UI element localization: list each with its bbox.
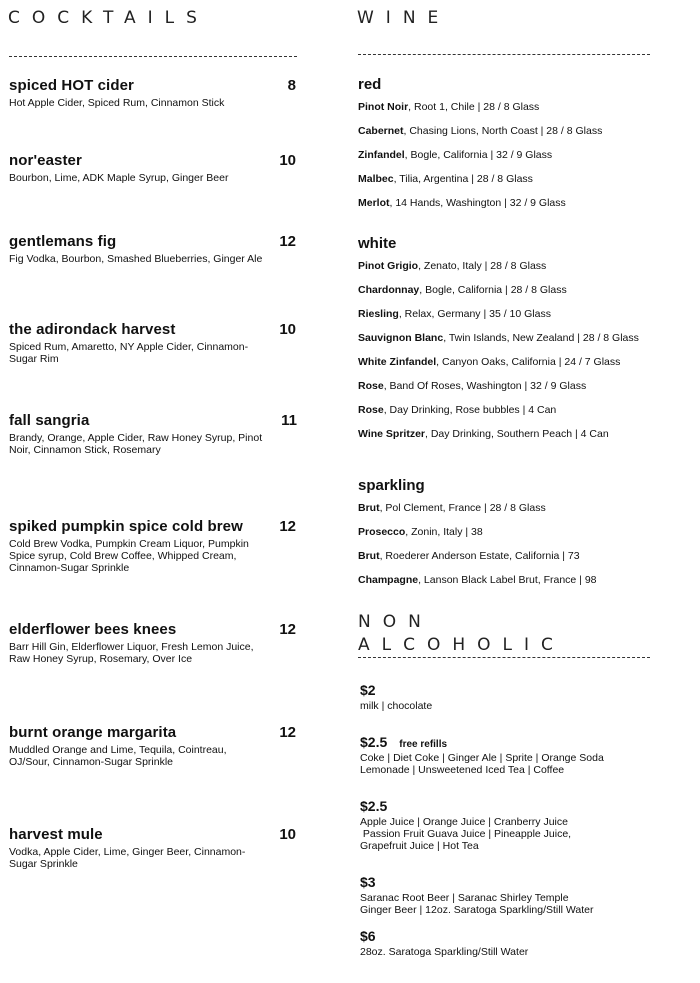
wine-name: Brut xyxy=(358,550,380,562)
cocktail-description: Muddled Orange and Lime, Tequila, Cointreau, OJ/Sour, Cinnamon-Sugar Sprinkle xyxy=(9,744,227,768)
wine-item xyxy=(358,380,586,392)
cocktail-name: spiced HOT cider xyxy=(9,77,134,94)
wine-detail: , Day Drinking, Southern Peach | 4 Can xyxy=(425,428,609,440)
cocktail-item xyxy=(9,233,299,265)
wine-detail: , Tilia, Argentina | 28 / 8 Glass xyxy=(393,173,533,185)
wine-item xyxy=(358,173,533,185)
cocktail-price: 10 xyxy=(279,321,296,338)
wine-detail: , Twin Islands, New Zealand | 28 / 8 Glass xyxy=(443,332,639,344)
na-price: $2 xyxy=(360,682,376,698)
cocktail-item xyxy=(9,518,299,574)
na-line: 28oz. Saratoga Sparkling/Still Water xyxy=(360,946,529,958)
wine-name: Merlot xyxy=(358,197,390,209)
wine-name: Malbec xyxy=(358,173,394,185)
wine-detail: , Pol Clement, France | 28 / 8 Glass xyxy=(379,502,546,514)
na-line: Apple Juice | Orange Juice | Cranberry Juice xyxy=(360,816,568,828)
wine-detail: , Band Of Roses, Washington | 32 / 9 Glass xyxy=(383,380,587,392)
wine-name: Cabernet xyxy=(358,125,404,137)
wine-item xyxy=(358,284,567,296)
wine-name: Sauvignon Blanc xyxy=(358,332,444,344)
cocktail-description: Fig Vodka, Bourbon, Smashed Blueberries, Ginger Ale xyxy=(9,253,263,265)
wine-name: Rose xyxy=(358,404,384,416)
wine-detail: , Day Drinking, Rose bubbles | 4 Can xyxy=(383,404,557,416)
wine-detail: , Lanson Black Label Brut, France | 98 xyxy=(418,574,597,586)
wine-name: Brut xyxy=(358,502,380,514)
cocktail-price: 10 xyxy=(279,152,296,169)
wine-name: Prosecco xyxy=(358,526,406,538)
wine-item xyxy=(358,197,566,209)
wine-item xyxy=(358,260,546,272)
wine-category-sparkling: sparkling xyxy=(358,477,425,494)
wine-name: Riesling xyxy=(358,308,399,320)
na-price: $3 xyxy=(360,874,376,890)
na-group xyxy=(360,734,695,776)
cocktail-item xyxy=(9,77,299,109)
wine-detail: , Relax, Germany | 35 / 10 Glass xyxy=(398,308,551,320)
cocktail-item xyxy=(9,826,299,870)
wine-detail: , 14 Hands, Washington | 32 / 9 Glass xyxy=(389,197,566,209)
wine-detail: , Bogle, California | 28 / 8 Glass xyxy=(419,284,567,296)
wine-detail: , Canyon Oaks, California | 24 / 7 Glass xyxy=(436,356,621,368)
free-refills-note: free refills xyxy=(399,739,448,750)
wine-name: White Zinfandel xyxy=(358,356,437,368)
na-price: $2.5 xyxy=(360,734,388,750)
na-group xyxy=(360,682,695,712)
non-alcoholic-title-line2: ALCOHOLIC xyxy=(358,635,565,655)
wine-detail: , Zenato, Italy | 28 / 8 Glass xyxy=(418,260,547,272)
wine-detail: , Chasing Lions, North Coast | 28 / 8 Glass xyxy=(403,125,603,137)
non-alcoholic-divider xyxy=(358,657,650,658)
wine-name: Chardonnay xyxy=(358,284,420,296)
na-line: Saranac Root Beer | Saranac Shirley Temple xyxy=(360,892,569,904)
wine-item xyxy=(358,125,602,137)
na-price: $2.5 xyxy=(360,798,388,814)
cocktail-description: Bourbon, Lime, ADK Maple Syrup, Ginger Beer xyxy=(9,172,229,184)
wine-item xyxy=(358,550,580,562)
na-line: milk | chocolate xyxy=(360,700,433,712)
na-line: Ginger Beer | 12oz. Saratoga Sparkling/Still Water xyxy=(360,904,594,916)
wine-detail: , Bogle, California | 32 / 9 Glass xyxy=(404,149,553,161)
cocktail-description: Barr Hill Gin, Elderflower Liquor, Fresh Lemon Juice, Raw Honey Syrup, Rosemary, Over Ice xyxy=(9,641,254,665)
cocktail-name: fall sangria xyxy=(9,412,90,429)
cocktail-description: Cold Brew Vodka, Pumpkin Cream Liquor, Pumpkin Spice syrup, Cold Brew Coffee, Whipped Cream, Cinnamon-Sugar Sprinkle xyxy=(9,538,249,574)
cocktail-description: Brandy, Orange, Apple Cider, Raw Honey Syrup, Pinot Noir, Cinnamon Stick, Rosemary xyxy=(9,432,263,456)
wine-name: Champagne xyxy=(358,574,419,586)
wine-name: Zinfandel xyxy=(358,149,405,161)
wine-item xyxy=(358,526,483,538)
cocktail-item xyxy=(9,412,299,456)
cocktail-name: burnt orange margarita xyxy=(9,724,177,741)
na-group xyxy=(360,798,695,852)
wine-name: Pinot Grigio xyxy=(358,260,419,272)
wine-item xyxy=(358,149,552,161)
cocktail-description: Vodka, Apple Cider, Lime, Ginger Beer, Cinnamon-Sugar Sprinkle xyxy=(9,846,246,870)
na-group xyxy=(360,874,695,916)
na-line: Grapefruit Juice | Hot Tea xyxy=(360,840,479,852)
wine-name: Wine Spritzer xyxy=(358,428,425,440)
wine-category-red: red xyxy=(358,76,382,93)
cocktail-description: Hot Apple Cider, Spiced Rum, Cinnamon Stick xyxy=(9,97,225,109)
cocktail-price: 12 xyxy=(279,621,296,638)
wine-item xyxy=(358,574,597,586)
wine-item xyxy=(358,404,556,416)
cocktails-title: COCKTAILS xyxy=(8,8,209,28)
cocktail-price: 10 xyxy=(279,826,296,843)
cocktails-divider xyxy=(9,56,297,57)
cocktail-price: 8 xyxy=(287,77,296,94)
na-price: $6 xyxy=(360,928,376,944)
wine-detail: , Root 1, Chile | 28 / 8 Glass xyxy=(408,101,540,113)
cocktail-description: Spiced Rum, Amaretto, NY Apple Cider, Cinnamon-Sugar Rim xyxy=(9,341,249,365)
wine-divider xyxy=(358,54,650,55)
cocktail-item xyxy=(9,152,299,184)
cocktail-name: gentlemans fig xyxy=(9,233,117,250)
cocktail-price: 12 xyxy=(279,724,296,741)
wine-title: WINE xyxy=(357,8,451,28)
cocktail-item xyxy=(9,321,299,365)
cocktail-price: 11 xyxy=(281,412,297,429)
cocktail-name: harvest mule xyxy=(9,826,103,843)
cocktail-item xyxy=(9,621,299,665)
cocktail-name: the adirondack harvest xyxy=(9,321,176,338)
cocktail-price: 12 xyxy=(279,518,296,535)
wine-item xyxy=(358,332,639,344)
na-line: Coke | Diet Coke | Ginger Ale | Sprite | Orange Soda xyxy=(360,752,604,764)
cocktail-item xyxy=(9,724,299,768)
na-line: Lemonade | Unsweetened Iced Tea | Coffee xyxy=(360,764,565,776)
wine-detail: , Roederer Anderson Estate, California | 73 xyxy=(379,550,580,562)
na-group xyxy=(360,928,695,958)
wine-detail: , Zonin, Italy | 38 xyxy=(405,526,483,538)
wine-name: Rose xyxy=(358,380,384,392)
non-alcoholic-title-line1: NON xyxy=(358,612,433,632)
wine-category-white: white xyxy=(358,235,397,252)
cocktail-name: spiked pumpkin spice cold brew xyxy=(9,518,243,535)
wine-item xyxy=(358,308,551,320)
wine-item xyxy=(358,428,609,440)
wine-item xyxy=(358,502,546,514)
cocktail-name: elderflower bees knees xyxy=(9,621,177,638)
wine-item xyxy=(358,356,620,368)
wine-item xyxy=(358,101,539,113)
na-line: Passion Fruit Guava Juice | Pineapple Juice, xyxy=(360,828,572,840)
cocktail-name: nor'easter xyxy=(9,152,82,169)
wine-name: Pinot Noir xyxy=(358,101,409,113)
cocktail-price: 12 xyxy=(279,233,296,250)
